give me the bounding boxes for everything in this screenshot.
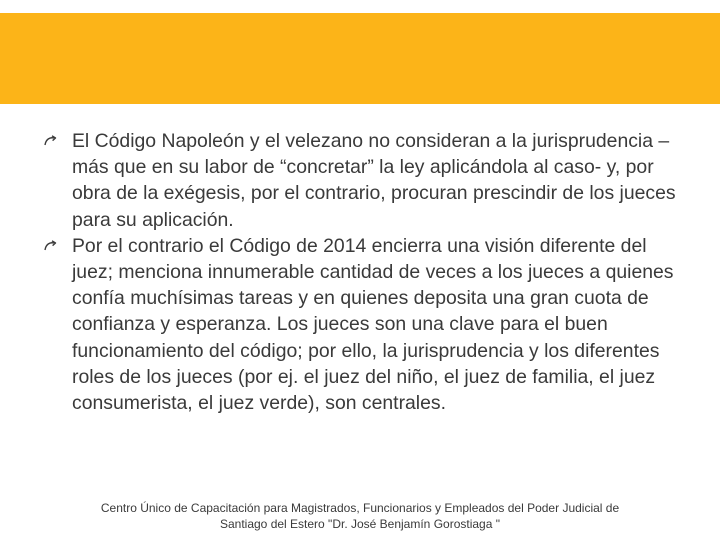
bullet-list <box>30 128 690 416</box>
slide-content <box>30 128 690 416</box>
bullet-text: Por el contrario el Código de 2014 encierra una visión diferente del juez; menciona innumerable cantidad de veces a los jueces a quienes confía muchísimas tareas y en quienes deposita una gran cuota de confianza y esperanza. Los jueces son una clave para el buen funcionamiento del código; por ello, la jurisprudencia y los diferentes roles de los jueces (por ej. el juez del niño, el juez de familia, el juez consumerista, el juez verde), son centrales. <box>72 234 674 415</box>
bullet-item <box>30 128 690 233</box>
footer-line-2: Santiago del Estero "Dr. José Benjamín Gorostiaga " <box>219 517 500 531</box>
curved-arrow-icon <box>44 240 58 252</box>
top-border <box>0 0 720 13</box>
curved-arrow-icon <box>44 135 58 147</box>
bullet-text: El Código Napoleón y el velezano no consideran a la jurisprudencia – más que en su labor de “concretar” la ley aplicándola al caso- y, por obra de la exégesis, por el contrario, procuran prescindir de los jueces para su aplicación. <box>72 130 676 231</box>
bullet-item <box>30 233 690 416</box>
footer <box>40 500 680 532</box>
footer-line-1: Centro Único de Capacitación para Magistrados, Funcionarios y Empleados del Poder Judicial de <box>100 501 620 515</box>
header-band <box>0 13 720 104</box>
